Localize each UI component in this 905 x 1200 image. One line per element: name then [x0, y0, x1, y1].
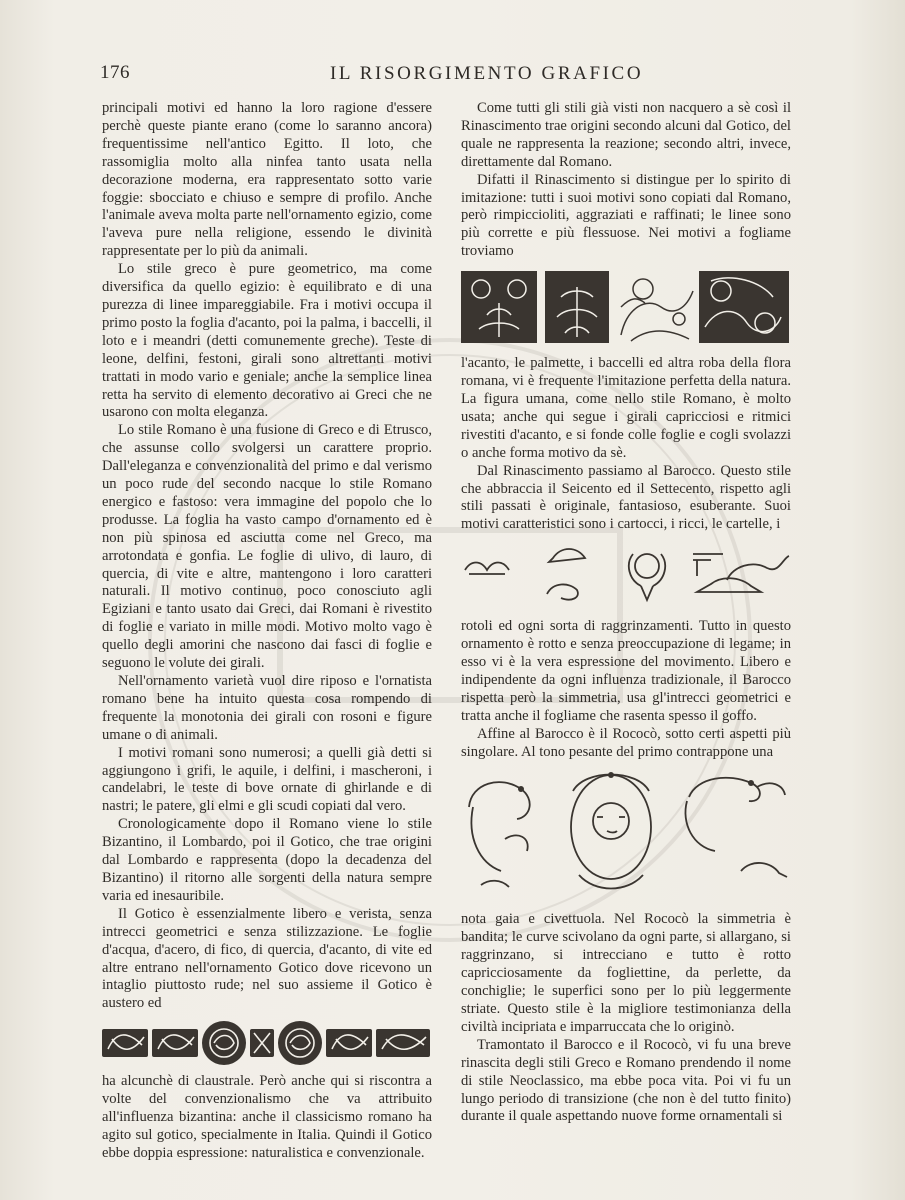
paragraph: Affine al Barocco è il Rococò, sotto certi aspetti più singolare. Al tono pesante del primo contrappone una — [461, 725, 791, 760]
page-number: 176 — [100, 62, 130, 83]
baroque-ornament-motifs — [461, 540, 791, 610]
rococo-ornament-cartouches — [461, 767, 791, 903]
page-header — [100, 62, 800, 88]
gothic-ornament-frieze — [102, 1019, 432, 1065]
paragraph: nota gaia e civettuola. Nel Rococò la simmetria è bandita; le curve scivolano da ogni parte, si allargano, si raggrinzano, si intrecciano e tutto è rotto capricciosamente da fogliettine, da perlette, da conchiglie; le superfici sono per lo più leggermente striate. Questo stile è la migliore testimonianza della civiltà incipriata e imparruccata che lo originò. — [461, 911, 791, 1035]
paragraph: Lo stile Romano è una fusione di Greco e di Etrusco, che assunse collo svolgersi un carattere proprio. Dall'eleganza e convenzionalità del primo e dal verismo un poco rude del secondo nacque lo stile Romano energico e fastoso: vera immagine del popolo che lo produsse. La foglia ha vasto campo d'ornamento ed è non più spinosa ed asciutta come nel Greco, ma arrotondata e gonfia. Le foglie di ulivo, di lauro, di quercia, di vite e altre, mantengono i loro caratteri naturali. Il motivo continuo, poco conosciuto agli Egiziani e tanto usato dai Greci, dai Romani è rivestito di foglie e variato in mille modi. Motivo molto vago è quello degli amorini che nascono dai fasci di foglie e seguono le volute dei girali. — [102, 422, 432, 672]
left-column — [102, 100, 432, 1163]
paragraph: I motivi romani sono numerosi; a quelli già detti si aggiungono i grifi, le aquile, i delfini, i mascheroni, i candelabri, le teste di bove ornate di ghirlande e di nastri; le patere, gli elmi e gli scudi copiati dal vero. — [102, 744, 432, 815]
paragraph: Lo stile greco è pure geometrico, ma come diversifica da quello egizio: è equilibrato e di una purezza di linee impareggiabile. Fra i motivi occupa il primo posto la foglia d'acanto, poi la palma, i baccelli, il loto e i meandri (detti comunemente greche). Teste di leone, delfini, festoni, girali sono altrettanti motivi trattati in modo vario e geniale; anche la semplice linea retta ha servito di elemento decorativo ai Greci che ne usarono con molta eleganza. — [102, 261, 432, 421]
paragraph: l'acanto, le palmette, i baccelli ed altra roba della flora romana, vi è frequente l'imitazione perfetta della natura. La figura umana, come nello stile Romano, è molto usata; anche qui segue i girali capricciosi e ritmici rivestiti d'acanto, e si fonde colle foglie e cogli svolazzi o anche forma motivo da sè. — [461, 355, 791, 461]
paragraph: principali motivi ed hanno la loro ragione d'essere perchè queste piante erano (come lo saranno ancora) frequentissime nell'antico Egitto. Il loto, che rassomiglia molto alla ninfea tanto usata nella decorazione moderna, era rappresentato sotto varie foggie: sbocciato e chiuso e sempre di profilo. Anche l'animale aveva molta parte nell'ornamento egizio, come l'aveva pure nella religione, essendo le divinità rappresentate per lo più da animali. — [102, 100, 432, 260]
running-title: IL RISORGIMENTO GRAFICO — [330, 63, 644, 84]
renaissance-ornament-panels — [461, 267, 791, 347]
paragraph: Dal Rinascimento passiamo al Barocco. Questo stile che abbraccia il Seicento ed il Settecento, rispetto agli stili passati è originale, fantasioso, esuberante. Suoi motivi caratteristici sono i cartocci, i ricci, le cartelle, i — [461, 462, 791, 533]
paragraph: rotoli ed ogni sorta di raggrinzamenti. Tutto in questo ornamento è rotto e senza preoccupazione di legame; in esso vi è la vera espressione del movimento. Libero e indipendente da ogni influenza tradizionale, il Barocco rispetta però la simmetria, usa gl'intrecci geometrici e tratta anche il fogliame che rasenta spesso il goffo. — [461, 618, 791, 724]
right-column — [461, 100, 791, 1126]
paragraph: Il Gotico è essenzialmente libero e verista, senza intrecci geometrici e senza stilizzazione. Le foglie d'acqua, d'acero, di fico, di quercia, d'acanto, di vite ed altre entrano nell'ornamento Gotico dove ricevono un intaglio piuttosto rude; nel suo assieme il Gotico è austero ed — [102, 905, 432, 1012]
paragraph: Nell'ornamento varietà vuol dire riposo e l'ornatista romano bene ha intuito questa cosa rompendo di frequente la monotonia dei girali con rosoni e figure umane o di animali. — [102, 673, 432, 743]
paragraph: Tramontato il Barocco e il Rococò, vi fu una breve rinascita degli stili Greco e Romano prendendo il nome di stile Neoclassico, ma ebbe poca vita. Poi vi fu un lungo periodo di transizione (che non è del tutto finito) durante il quale aspettando nuove forme ornamentali si — [461, 1036, 791, 1125]
paragraph: Cronologicamente dopo il Romano viene lo stile Bizantino, il Lombardo, poi il Gotico, che trae origini dal Lombardo e rappresenta (dopo la decadenza del Bizantino) il ritorno alle sorgenti della natura sempre varia ed inesauribile. — [102, 816, 432, 904]
paragraph: ha alcunchè di claustrale. Però anche qui si riscontra a volte del convenzionalismo che va attribuito all'influenza bizantina: anche il classicismo romano ha agito sul gotico, specialmente in Italia. Quindi il Gotico ebbe doppia espressione: naturalistica e convenzionale. — [102, 1073, 432, 1161]
paragraph: Difatti il Rinascimento si distingue per lo spirito di imitazione: tutti i suoi motivi sono copiati dal Romano, però rimpiccioliti, aggraziati e raffinati; le linee sono più corrette e più flessuose. Nei motivi a fogliame troviamo — [461, 171, 791, 260]
paragraph: Come tutti gli stili già visti non nacquero a sè così il Rinascimento trae origini secondo alcuni dal Gotico, del quale ne rappresenta la reazione; secondo altri, invece, direttamente dal Romano. — [461, 100, 791, 170]
